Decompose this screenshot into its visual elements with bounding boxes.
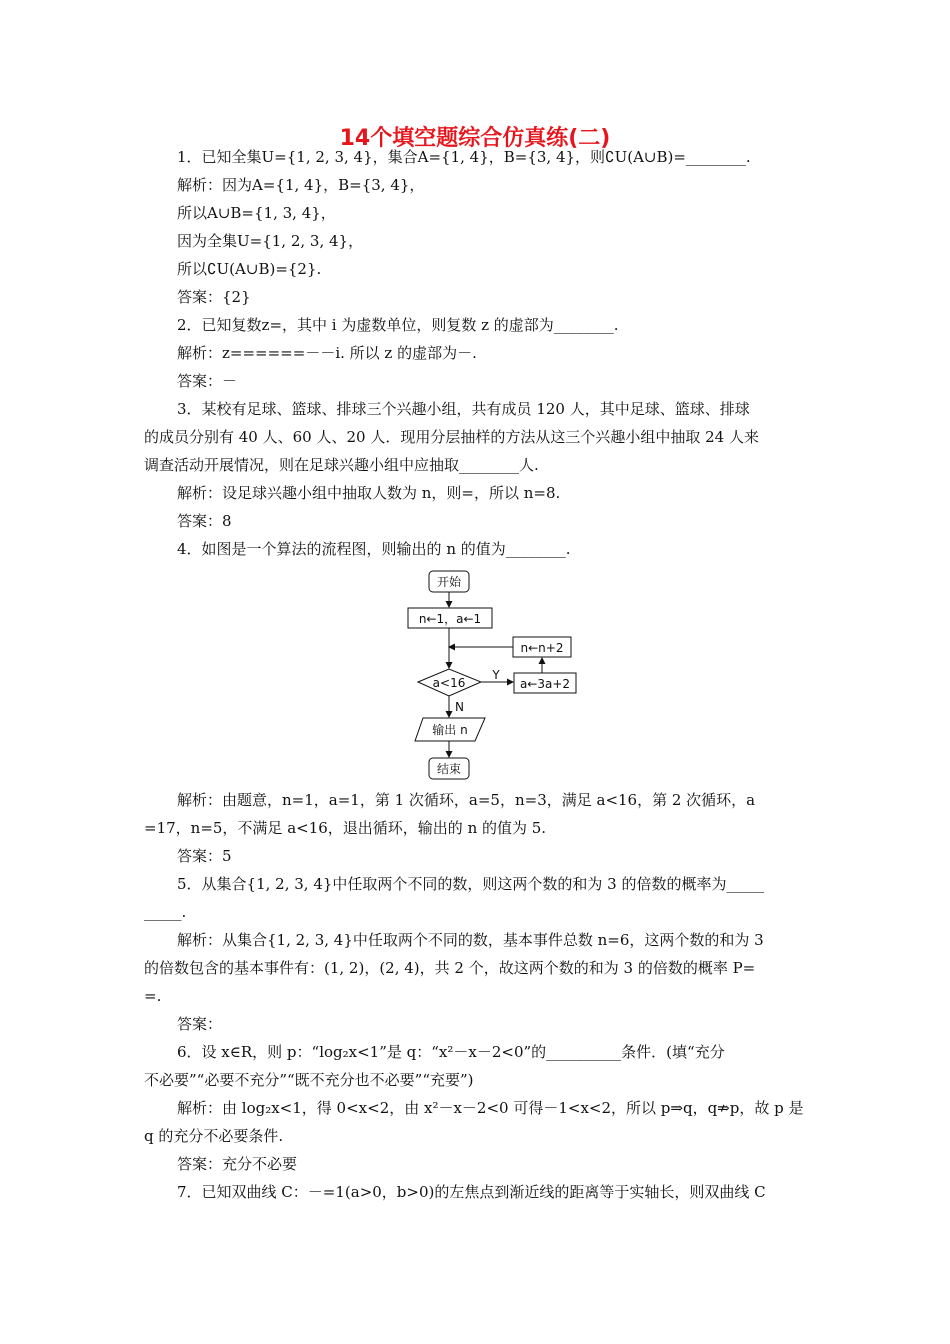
q2-text: 2．已知复数z=，其中 i 为虚数单位，则复数 z 的虚部为________. — [177, 316, 619, 334]
q1-solution-3: 因为全集U={1, 2, 3, 4}， — [177, 232, 364, 250]
q1-text: 1．已知全集U={1, 2, 3, 4}，集合A={1, 4}，B={3, 4}，则∁U(A∪B)=________. — [177, 148, 751, 166]
q6-solution: 解析：由 log₂x<1，得 0<x<2，由 x²－x－2<0 可得－1<x<2，所以 p⇒q，q⇏p，故 p 是 — [177, 1099, 804, 1117]
q7-text: 7．已知双曲线 C：－=1(a>0，b>0)的左焦点到渐近线的距离等于实轴长，则双曲线 C — [177, 1183, 766, 1201]
fc-init-label: n←1，a←1 — [418, 612, 482, 626]
q1-solution: 解析：因为A={1, 4}，B={3, 4}， — [177, 176, 425, 194]
q4-solution-2: =17，n=5，不满足 a<16，退出循环，输出的 n 的值为 5. — [144, 819, 547, 837]
q1-answer: 答案：{2} — [177, 288, 251, 306]
q5-text: 5．从集合{1, 2, 3, 4}中任取两个不同的数，则这两个数的和为 3 的倍数的概率为_____ — [177, 875, 764, 893]
fc-end-label: 结束 — [436, 762, 462, 776]
q2-answer: 答案：－ — [177, 372, 238, 390]
q3-answer: 答案：8 — [177, 512, 232, 530]
q5-solution-2: 的倍数包含的基本事件有：(1, 2)，(2, 4)，共 2 个，故这两个数的和为 3 的倍数的概率 P= — [144, 959, 756, 977]
q4-answer: 答案：5 — [177, 847, 232, 865]
q6-solution-2: q 的充分不必要条件. — [144, 1127, 284, 1145]
fc-no-label: N — [455, 700, 464, 714]
fc-condition-label: a<16 — [432, 676, 466, 690]
page-title: 14个填空题综合仿真练(二) — [339, 126, 611, 151]
q3-solution: 解析：设足球兴趣小组中抽取人数为 n，则=，所以 n=8. — [177, 484, 561, 502]
q5-text-2: _____. — [144, 903, 187, 921]
q3-text-3: 调查活动开展情况，则在足球兴趣小组中应抽取________人. — [144, 456, 539, 474]
q3-text: 3．某校有足球、篮球、排球三个兴趣小组，共有成员 120 人，其中足球、篮球、排球 — [177, 400, 750, 418]
q6-text: 6．设 x∈R，则 p：“log₂x<1”是 q：“x²－x－2<0”的__________条件．(填“充分 — [177, 1043, 725, 1061]
q5-solution: 解析：从集合{1, 2, 3, 4}中任取两个不同的数，基本事件总数 n=6，这两个数的和为 3 — [177, 931, 764, 949]
q4-text: 4．如图是一个算法的流程图，则输出的 n 的值为________. — [177, 540, 571, 558]
fc-update-n-label: n←n+2 — [520, 641, 564, 655]
q6-answer: 答案：充分不必要 — [177, 1155, 298, 1173]
q1-solution-4: 所以∁U(A∪B)={2}. — [177, 260, 322, 278]
q5-solution-3: =. — [144, 987, 162, 1005]
q1-solution-2: 所以A∪B={1, 3, 4}， — [177, 204, 336, 222]
q5-answer: 答案： — [177, 1015, 223, 1033]
fc-yes-label: Y — [492, 668, 500, 682]
flowchart — [405, 568, 585, 783]
fc-start-label: 开始 — [436, 575, 462, 589]
fc-update-a-label: a←3a+2 — [519, 677, 571, 691]
fc-output-label: 输出 n — [432, 723, 468, 737]
q2-solution: 解析：z======－－i. 所以 z 的虚部为－. — [177, 344, 477, 362]
q4-solution: 解析：由题意，n=1，a=1，第 1 次循环，a=5，n=3，满足 a<16，第 2 次循环，a — [177, 791, 756, 809]
q6-text-2: 不必要”“必要不充分”“既不充分也不必要”“充要”) — [144, 1071, 474, 1089]
q3-text-2: 的成员分别有 40 人、60 人、20 人．现用分层抽样的方法从这三个兴趣小组中抽取 24 人来 — [144, 428, 759, 446]
